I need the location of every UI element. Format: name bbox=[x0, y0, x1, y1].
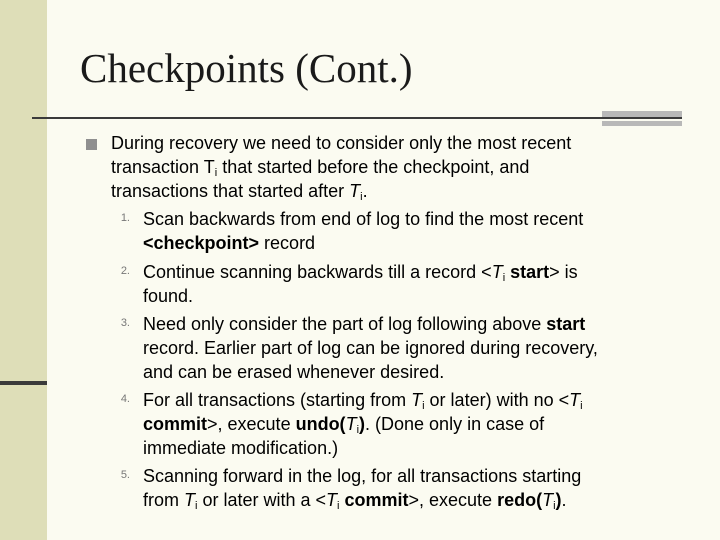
step-1-line-2: <checkpoint> record bbox=[143, 233, 316, 253]
step-3-line-3: and can be erased whenever desired. bbox=[143, 362, 445, 382]
side-bar-divider bbox=[0, 381, 47, 385]
step-1-line-1: Scan backwards from end of log to find the most recent bbox=[143, 209, 584, 229]
step-number-1: 1. bbox=[120, 212, 130, 224]
step-3-line-1: Need only consider the part of log following above start bbox=[143, 314, 586, 334]
step-4-line-1: For all transactions (starting from $T_i$ or later) with no $<T_i$ bbox=[143, 390, 583, 412]
step-5-line-1: Scanning forward in the log, for all transactions starting bbox=[143, 466, 582, 486]
step-4-line-3: immediate modification.) bbox=[143, 438, 339, 458]
intro-line-2: transaction $T_i$ that started before the checkpoint, and bbox=[111, 157, 530, 179]
title-rule bbox=[32, 117, 682, 119]
bullet-square-icon bbox=[86, 139, 97, 150]
step-number-3: 3. bbox=[120, 317, 130, 329]
step-3-line-2: record. Earlier part of log can be ignored during recovery, bbox=[143, 338, 598, 358]
slide-title: Checkpoints (Cont.) bbox=[80, 45, 413, 91]
title-rule-accent-bottom bbox=[602, 121, 682, 126]
step-2-line-2: found. bbox=[143, 286, 194, 306]
step-number-4: 4. bbox=[120, 393, 130, 405]
step-2-line-1: Continue scanning backwards till a record $<T_i$ start> is bbox=[143, 262, 578, 284]
decorative-side-bar bbox=[0, 0, 47, 540]
step-4-line-2: commit>, execute $undo(T_i)$. (Done only in case of bbox=[143, 414, 545, 436]
intro-line-3: transactions that started after $T_i$. bbox=[111, 181, 368, 203]
step-number-5: 5. bbox=[120, 469, 130, 481]
step-5-line-2: from $T_i$ or later with $a <T_i$ commit>, execute $redo(T_i)$. bbox=[143, 490, 567, 512]
step-number-2: 2. bbox=[120, 265, 130, 277]
intro-line-1: During recovery we need to consider only the most recent bbox=[111, 133, 572, 153]
